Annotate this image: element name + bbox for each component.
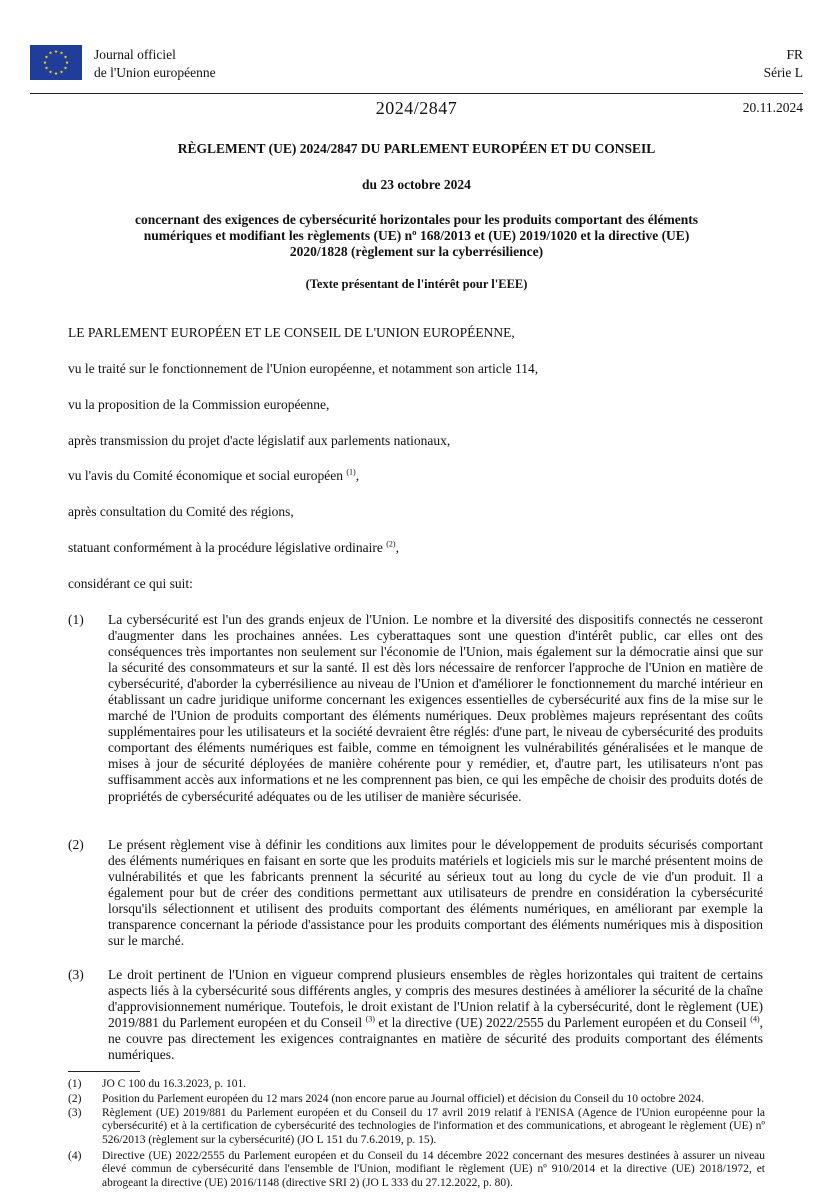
language-code: FR — [786, 47, 803, 62]
eu-stars-icon — [30, 45, 82, 80]
footnote-divider — [68, 1071, 140, 1072]
eu-flag-logo — [30, 45, 82, 80]
footnote-3 — [68, 1107, 765, 1147]
subject-line-2: numériques et modifiant les règlements (UE) nº 168/2013 et (UE) 2019/1020 et la directive (UE) — [143, 228, 690, 243]
citation-procedure — [68, 540, 763, 556]
citation-treaty: vu le traité sur le fonctionnement de l'Union européenne, et notamment son article 114, — [68, 361, 539, 376]
recital-1-text: La cybersécurité est l'un des grands enjeux de l'Union. Le nombre et la diversité des dispositifs connectés ne cesseront d'augmenter dans les prochaines années. Les cyberattaques sont une question d'intérêt public, car elles ont des conséquences très importantes non seulement sur l'économie de l'Union, mais également sur la démocratie ainsi que sur la sécurité des consommateurs et sur la santé. Il est dès lors nécessaire de renforcer l'approche de l'Union en matière de cybersécurité, d'aborder la cyberrésilience au niveau de l'Union et d'améliorer le fonctionnement du marché intérieur en établissant un cadre juridique uniforme concernant les exigences essentielles de cybersécurité aux fins de la mise sur le marché de l'Union de produits comportant des éléments numériques. Deux problèmes majeurs représentant des coûts supplémentaires pour les utilisateurs et la société devraient être réglés: d'une part, le niveau de cybersécurité des produits comportant des éléments numériques est faible, comme en témoignent les vulnérabilités généralisées et le manque de mises à jour de sécurité déployées de manière cohérente pour y remédier, et, d'autre part, les utilisateurs n'ont pas suffisamment accès aux informations et ne les comprennent pas bien, ce qui les empêche de choisir des produits dotés de propriétés de cybersécurité adéquates ou de les utiliser de manière sécurisée. — [108, 612, 763, 804]
header-divider — [30, 93, 803, 94]
footnote-ref-2[interactable]: (2) — [386, 539, 396, 549]
footnote-4 — [68, 1150, 765, 1190]
citation-procedure-end: , — [395, 540, 399, 555]
footnote-4-number: (4) — [68, 1150, 82, 1162]
footnote-3-text: Règlement (UE) 2019/881 du Parlement européen et du Conseil du 17 avril 2019 relatif à l'ENISA (Agence de l'Union européenne pour la cybersécurité) et à la certification de cybersécurité des technologies de l'information et des communications, et abrogeant le règlement (UE) nº 526/2013 (règlement sur la cybersécurité) (JO L 151 du 7.6.2019, p. 15). — [102, 1107, 765, 1146]
publication-date: 20.11.2024 — [742, 100, 803, 115]
citation-proposal: vu la proposition de la Commission européenne, — [68, 397, 330, 412]
citation-esc-text: vu l'avis du Comité économique et social européen — [68, 468, 343, 483]
footnote-ref-3[interactable]: (3) — [365, 1014, 375, 1024]
footnote-2-text: Position du Parlement européen du 12 mars 2024 (non encore parue au Journal officiel) et décision du Conseil du 10 octobre 2024. — [102, 1093, 705, 1105]
journal-line-2: de l'Union européenne — [94, 65, 216, 80]
citation-esc-end: , — [355, 468, 360, 483]
footnote-3-number: (3) — [68, 1107, 82, 1119]
journal-title — [94, 46, 216, 82]
edition-info — [764, 46, 803, 82]
recital-2 — [68, 837, 763, 949]
footnote-2 — [68, 1093, 765, 1106]
citation-esc-opinion — [68, 468, 763, 484]
footnote-1-text: JO C 100 du 16.3.2023, p. 101. — [102, 1078, 247, 1090]
journal-line-1: Journal officiel — [94, 47, 176, 62]
recital-1 — [68, 612, 763, 805]
footnote-1 — [68, 1078, 765, 1091]
subject-line-1: concernant des exigences de cybersécurité horizontales pour les produits comportant des éléments — [134, 212, 699, 227]
footnote-2-number: (2) — [68, 1093, 82, 1105]
series-label: Série L — [763, 65, 803, 80]
whereas-intro: considérant ce qui suit: — [68, 576, 193, 591]
footnote-1-number: (1) — [68, 1078, 82, 1090]
recital-2-text: Le présent règlement vise à définir les conditions aux limites pour le développement de produits sécurisés comportant des éléments numériques en faisant en sorte que les produits matériels et logiciels mis sur le marché présentent moins de vulnérabilités et que les fabricants prennent la sécurité au sérieux tout au long du cycle de vie d'un produit. Il a également pour but de créer des conditions permettant aux utilisateurs de prendre en considération la cybersécurité lorsqu'ils sélectionnent et utilisent des produits comportant des éléments numériques, en améliorant par exemple la transparence concernant la période d'assistance pour les produits comportant des éléments numériques mis à disposition sur le marché. — [108, 837, 763, 949]
document-number: 2024/2847 — [375, 98, 458, 118]
recital-2-number: (2) — [68, 837, 84, 852]
citation-regions: après consultation du Comité des régions, — [68, 504, 294, 519]
footnote-4-text: Directive (UE) 2022/2555 du Parlement européen et du Conseil du 14 décembre 2022 concernant des mesures destinées à assurer un niveau élevé commun de cybersécurité dans l'ensemble de l'Union, modifiant le règlement (UE) nº 910/2014 et la directive (UE) 2018/1972, et abrogeant la directive (UE) 2016/1148 (directive SRI 2) (JO L 333 du 27.12.2022, p. 80). — [102, 1150, 765, 1189]
recital-1-number: (1) — [68, 612, 84, 627]
citation-transmission: après transmission du projet d'acte législatif aux parlements nationaux, — [68, 433, 451, 448]
subject-line-3: 2020/1828 (règlement sur la cyberrésilience) — [289, 244, 544, 259]
preamble-authors: LE PARLEMENT EUROPÉEN ET LE CONSEIL DE L'UNION EUROPÉENNE, — [68, 325, 515, 340]
eee-note: (Texte présentant de l'intérêt pour l'EEE) — [305, 277, 528, 291]
regulation-title: RÈGLEMENT (UE) 2024/2847 DU PARLEMENT EUROPÉEN ET DU CONSEIL — [177, 141, 656, 156]
recital-3 — [68, 967, 763, 1063]
citation-procedure-text: statuant conformément à la procédure législative ordinaire — [68, 540, 383, 555]
recital-3-text-c: , ne couvre pas directement les exigences contraignantes en matière de sécurité des produits comportant des éléments numériques. — [108, 1015, 763, 1063]
footnote-ref-4[interactable]: (4) — [750, 1014, 760, 1024]
regulation-date: du 23 octobre 2024 — [362, 177, 471, 192]
recital-3-text — [108, 967, 763, 1063]
footnote-ref-1[interactable]: (1) — [346, 467, 356, 477]
regulation-subject — [90, 212, 743, 260]
recital-3-text-a: Le droit pertinent de l'Union en vigueur comprend plusieurs ensembles de règles horizontales qui traitent de certains aspects liés à la cybersécurité sous différents angles, y compris des mesures destinées à améliorer la sécurité de la chaîne d'approvisionnement numérique. Toutefois, le droit existant de l'Union relatif à la cybersécurité, dont le règlement (UE) 2019/881 du Parlement européen et du Conseil — [108, 967, 763, 1031]
recital-3-number: (3) — [68, 967, 84, 982]
recital-3-text-b: et la directive (UE) 2022/2555 du Parlement européen et du Conseil — [374, 1015, 751, 1031]
